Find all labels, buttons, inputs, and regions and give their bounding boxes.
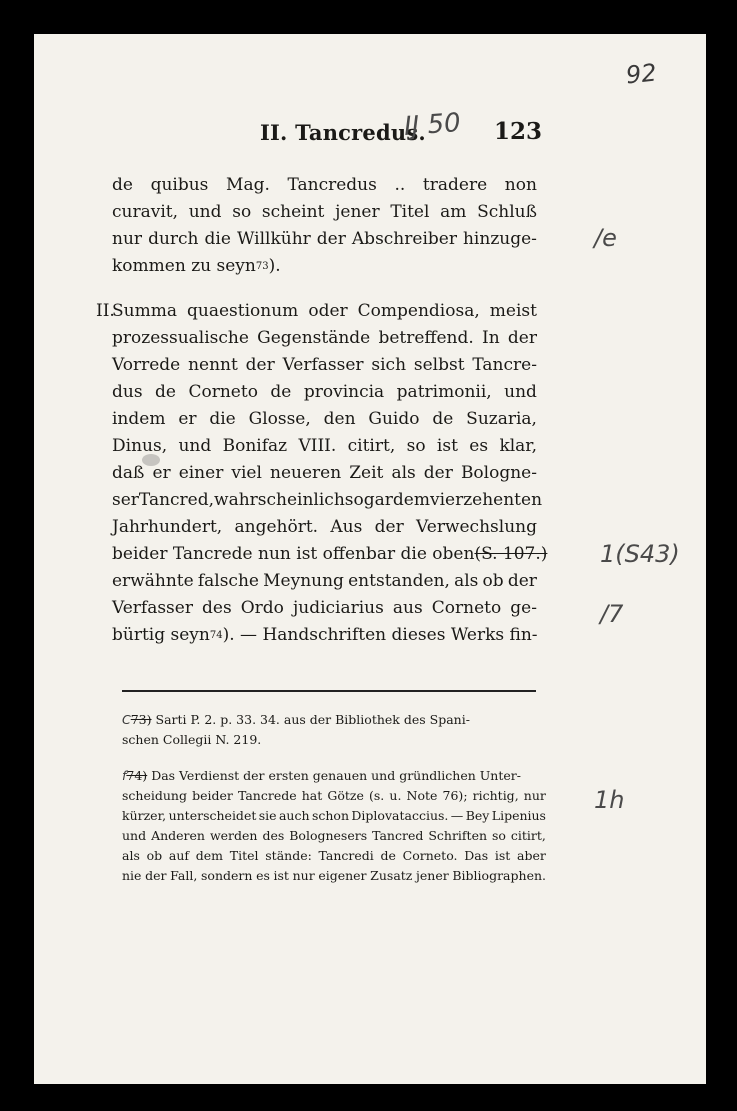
- word: und: [178, 436, 212, 456]
- footnote-line: [122, 806, 546, 826]
- word: der: [423, 463, 453, 483]
- word: Summa: [112, 301, 177, 321]
- handwritten-number: Ĳ 50: [403, 108, 462, 142]
- word: u.: [389, 788, 402, 803]
- footnote-ref: 73: [255, 261, 269, 272]
- word: werden: [209, 828, 258, 843]
- word: citirt,: [347, 436, 396, 456]
- word: Corneto: [188, 382, 258, 402]
- word: daß: [112, 463, 145, 483]
- word: sich: [371, 355, 407, 375]
- word: oder: [308, 301, 348, 321]
- word: tradere: [422, 175, 488, 195]
- word: Mag.: [226, 175, 270, 195]
- footnote-line: [122, 826, 546, 846]
- word: erwähnte: [112, 571, 194, 591]
- text-line: [112, 226, 537, 253]
- word: und: [188, 202, 222, 222]
- text-line: [112, 325, 537, 352]
- word: falsche: [197, 571, 259, 591]
- word: Schluß: [477, 202, 537, 222]
- corner-page-note: 92: [624, 58, 658, 90]
- word: Schriften: [428, 828, 488, 843]
- word: (s.: [369, 788, 385, 803]
- word: Willkühr: [236, 229, 311, 249]
- footnote-line-text: Das Verdienst der ersten genauen und gründlichen Unter-: [151, 768, 521, 783]
- word: ..: [394, 175, 406, 195]
- footnote-text: [122, 710, 470, 730]
- word: Tancre-: [472, 355, 537, 375]
- word: Das: [464, 848, 489, 863]
- word: so: [491, 828, 506, 843]
- word: und: [504, 382, 537, 402]
- word: Vorrede: [112, 355, 181, 375]
- footnote-marker: 74): [126, 768, 148, 783]
- word: unterscheidet: [168, 808, 257, 823]
- word: Tancredus: [287, 175, 377, 195]
- word: als: [122, 848, 140, 863]
- word: durch: [148, 229, 199, 249]
- word: Aus: [330, 517, 363, 537]
- text-line: [112, 352, 537, 379]
- word: Zeit: [349, 463, 384, 483]
- word: Bonifaz: [222, 436, 288, 456]
- word: aber: [517, 848, 546, 863]
- word: der: [507, 328, 537, 348]
- word: dem: [392, 490, 430, 510]
- text-line: [112, 433, 537, 460]
- footnote-ref: 74: [209, 630, 223, 641]
- word: ob: [146, 848, 163, 863]
- word: citirt,: [510, 828, 546, 843]
- word: kürzer,: [122, 808, 167, 823]
- word: Tancredi: [318, 848, 374, 863]
- word: ser: [112, 490, 139, 510]
- word: sondern: [201, 868, 253, 883]
- word: die: [209, 409, 236, 429]
- word: selbst: [413, 355, 465, 375]
- word: richtig,: [472, 788, 519, 803]
- word: Verwechslung: [416, 517, 537, 537]
- word: Verfasser: [282, 355, 364, 375]
- footnote-74: [122, 766, 546, 886]
- margin-mark: f: [122, 768, 127, 783]
- word: jener: [335, 202, 380, 222]
- main-text: [96, 172, 548, 649]
- word: des: [262, 828, 285, 843]
- word: am: [440, 202, 467, 222]
- word: scheint: [261, 202, 325, 222]
- word: Meynung: [263, 571, 344, 591]
- margin-note-1: /e: [594, 224, 617, 252]
- word: de: [155, 382, 176, 402]
- text-line: [112, 514, 537, 541]
- margin-note-2: 1(S43): [600, 540, 680, 568]
- word: Compendiosa,: [357, 301, 480, 321]
- word: hat: [301, 788, 323, 803]
- running-header: [34, 108, 706, 150]
- word: Diplovataccius.: [351, 808, 449, 823]
- word: nur: [292, 868, 315, 883]
- word: den: [323, 409, 356, 429]
- footnote-73: [122, 710, 546, 750]
- word: Titel: [229, 848, 259, 863]
- word: dus: [112, 382, 143, 402]
- word: sogar: [344, 490, 393, 510]
- word: Glosse,: [248, 409, 311, 429]
- word: non: [504, 175, 537, 195]
- word: Tancrede: [237, 788, 297, 803]
- word: —: [450, 808, 464, 823]
- word: der: [316, 229, 346, 249]
- page-number: 123: [494, 118, 543, 145]
- word: klar,: [499, 436, 537, 456]
- word: so: [406, 436, 426, 456]
- footnote-line: [122, 710, 546, 730]
- footnote-line: [122, 846, 546, 866]
- word: patrimonii,: [396, 382, 492, 402]
- word: ist: [494, 848, 511, 863]
- text-line: [112, 622, 537, 649]
- word: so: [232, 202, 252, 222]
- word: Bologne-: [460, 463, 537, 483]
- word: angehört.: [234, 517, 319, 537]
- word: ob: [482, 571, 504, 591]
- text-line: [112, 298, 537, 325]
- paragraph-two: [96, 298, 548, 649]
- word: betreffend.: [378, 328, 474, 348]
- word: nur: [523, 788, 546, 803]
- word: prozessualische: [112, 328, 249, 348]
- word: Götze: [327, 788, 364, 803]
- word: scheidung: [122, 788, 187, 803]
- word: Dinus,: [112, 436, 168, 456]
- margin-note-3: /7: [600, 600, 624, 628]
- word: quibus: [150, 175, 209, 195]
- text-line: [112, 199, 537, 226]
- word: Guido: [368, 409, 420, 429]
- word: Lipenius: [491, 808, 546, 823]
- word: de: [380, 848, 396, 863]
- footnote-line: [122, 766, 546, 786]
- footnote-line: [122, 786, 546, 806]
- word: Note: [406, 788, 438, 803]
- word: er: [178, 409, 197, 429]
- word: die: [204, 229, 231, 249]
- word: 76);: [442, 788, 468, 803]
- footnote-line-text: Sarti P. 2. p. 33. 34. aus der Bibliothek des Spani-: [155, 712, 470, 727]
- word: der: [145, 868, 167, 883]
- paragraph-label: II.: [96, 301, 115, 321]
- word: In: [482, 328, 500, 348]
- word: Tancred,: [138, 490, 215, 510]
- word: schon: [311, 808, 349, 823]
- text-line: [112, 406, 537, 433]
- footnote-line: [122, 866, 546, 886]
- footnote-rule: [122, 690, 536, 692]
- word: Fall,: [170, 868, 198, 883]
- word: de: [270, 382, 292, 402]
- word: dem: [195, 848, 224, 863]
- text-span: ).: [268, 256, 281, 276]
- word: der: [245, 355, 275, 375]
- word: auf: [168, 848, 190, 863]
- word: Anderen: [151, 828, 205, 843]
- text-line: [112, 568, 537, 595]
- word: curavit,: [112, 202, 179, 222]
- word: Zusatz: [370, 868, 413, 883]
- word: viel: [231, 463, 262, 483]
- word: als: [454, 571, 479, 591]
- word: indem: [112, 409, 166, 429]
- word: de: [432, 409, 454, 429]
- word: provincia: [303, 382, 385, 402]
- margin-note-4: 1h: [594, 786, 625, 814]
- word: Gegenstände: [257, 328, 371, 348]
- word: Bibliographen.: [452, 868, 546, 883]
- word: wahrscheinlich: [214, 490, 345, 510]
- word: er: [152, 463, 171, 483]
- word: entstanden,: [348, 571, 450, 591]
- word: Corneto.: [402, 848, 458, 863]
- text-line: [112, 487, 543, 514]
- word: Corneto: [431, 598, 502, 618]
- scanned-page: [34, 34, 706, 1084]
- word: vierzehenten: [429, 490, 543, 510]
- word: stände:: [265, 848, 312, 863]
- word: der: [507, 571, 537, 591]
- word: Verfasser: [112, 598, 193, 618]
- word: sie: [258, 808, 277, 823]
- word: nennt: [188, 355, 238, 375]
- word: meist: [489, 301, 537, 321]
- word: nie: [122, 868, 142, 883]
- footnote-line: schen Collegii N. 219.: [122, 732, 262, 747]
- text-line: [112, 253, 537, 280]
- word: und: [122, 828, 147, 843]
- word: judiciarius: [292, 598, 384, 618]
- word: Tancred: [372, 828, 424, 843]
- word: beider: [192, 788, 233, 803]
- word: es: [469, 436, 489, 456]
- word: ist: [436, 436, 458, 456]
- footnotes: [122, 710, 546, 902]
- word: des: [202, 598, 232, 618]
- word: quaestionum: [187, 301, 299, 321]
- word: einer: [178, 463, 224, 483]
- word: auch: [278, 808, 310, 823]
- struck-reference: (S. 107.): [474, 544, 548, 564]
- text-line: [112, 541, 548, 568]
- footnote-marker: 73): [130, 712, 152, 727]
- footnote-text: [122, 766, 521, 786]
- text-span: bürtig seyn: [112, 625, 210, 645]
- text-span: beider Tancrede nun ist offenbar die oben: [112, 544, 475, 564]
- margin-mark: C: [122, 712, 131, 727]
- word: es: [256, 868, 270, 883]
- word: eigener: [318, 868, 367, 883]
- text-span: ). — Handschriften dieses Werks fin-: [222, 625, 538, 645]
- word: jener: [416, 868, 449, 883]
- word: de: [112, 175, 133, 195]
- word: Bolognesers: [289, 828, 368, 843]
- text-span: kommen zu seyn: [112, 256, 256, 276]
- word: Abschreiber: [351, 229, 457, 249]
- word: ge-: [510, 598, 537, 618]
- running-title: II. Tancredus.: [260, 120, 426, 145]
- text-line: [112, 595, 537, 622]
- text-line: [112, 460, 537, 487]
- word: hinzuge-: [462, 229, 537, 249]
- text-line: [112, 379, 537, 406]
- word: Titel: [390, 202, 430, 222]
- word: aus: [392, 598, 423, 618]
- word: Ordo: [240, 598, 284, 618]
- word: ist: [273, 868, 289, 883]
- word: neueren: [270, 463, 342, 483]
- word: Suzaria,: [466, 409, 537, 429]
- word: Jahrhundert,: [112, 517, 223, 537]
- word: Bey: [465, 808, 490, 823]
- word: der: [374, 517, 404, 537]
- ink-smudge: [142, 454, 160, 466]
- word: nur: [112, 229, 143, 249]
- word: als: [391, 463, 416, 483]
- text-line: [112, 172, 537, 199]
- word: VIII.: [298, 436, 337, 456]
